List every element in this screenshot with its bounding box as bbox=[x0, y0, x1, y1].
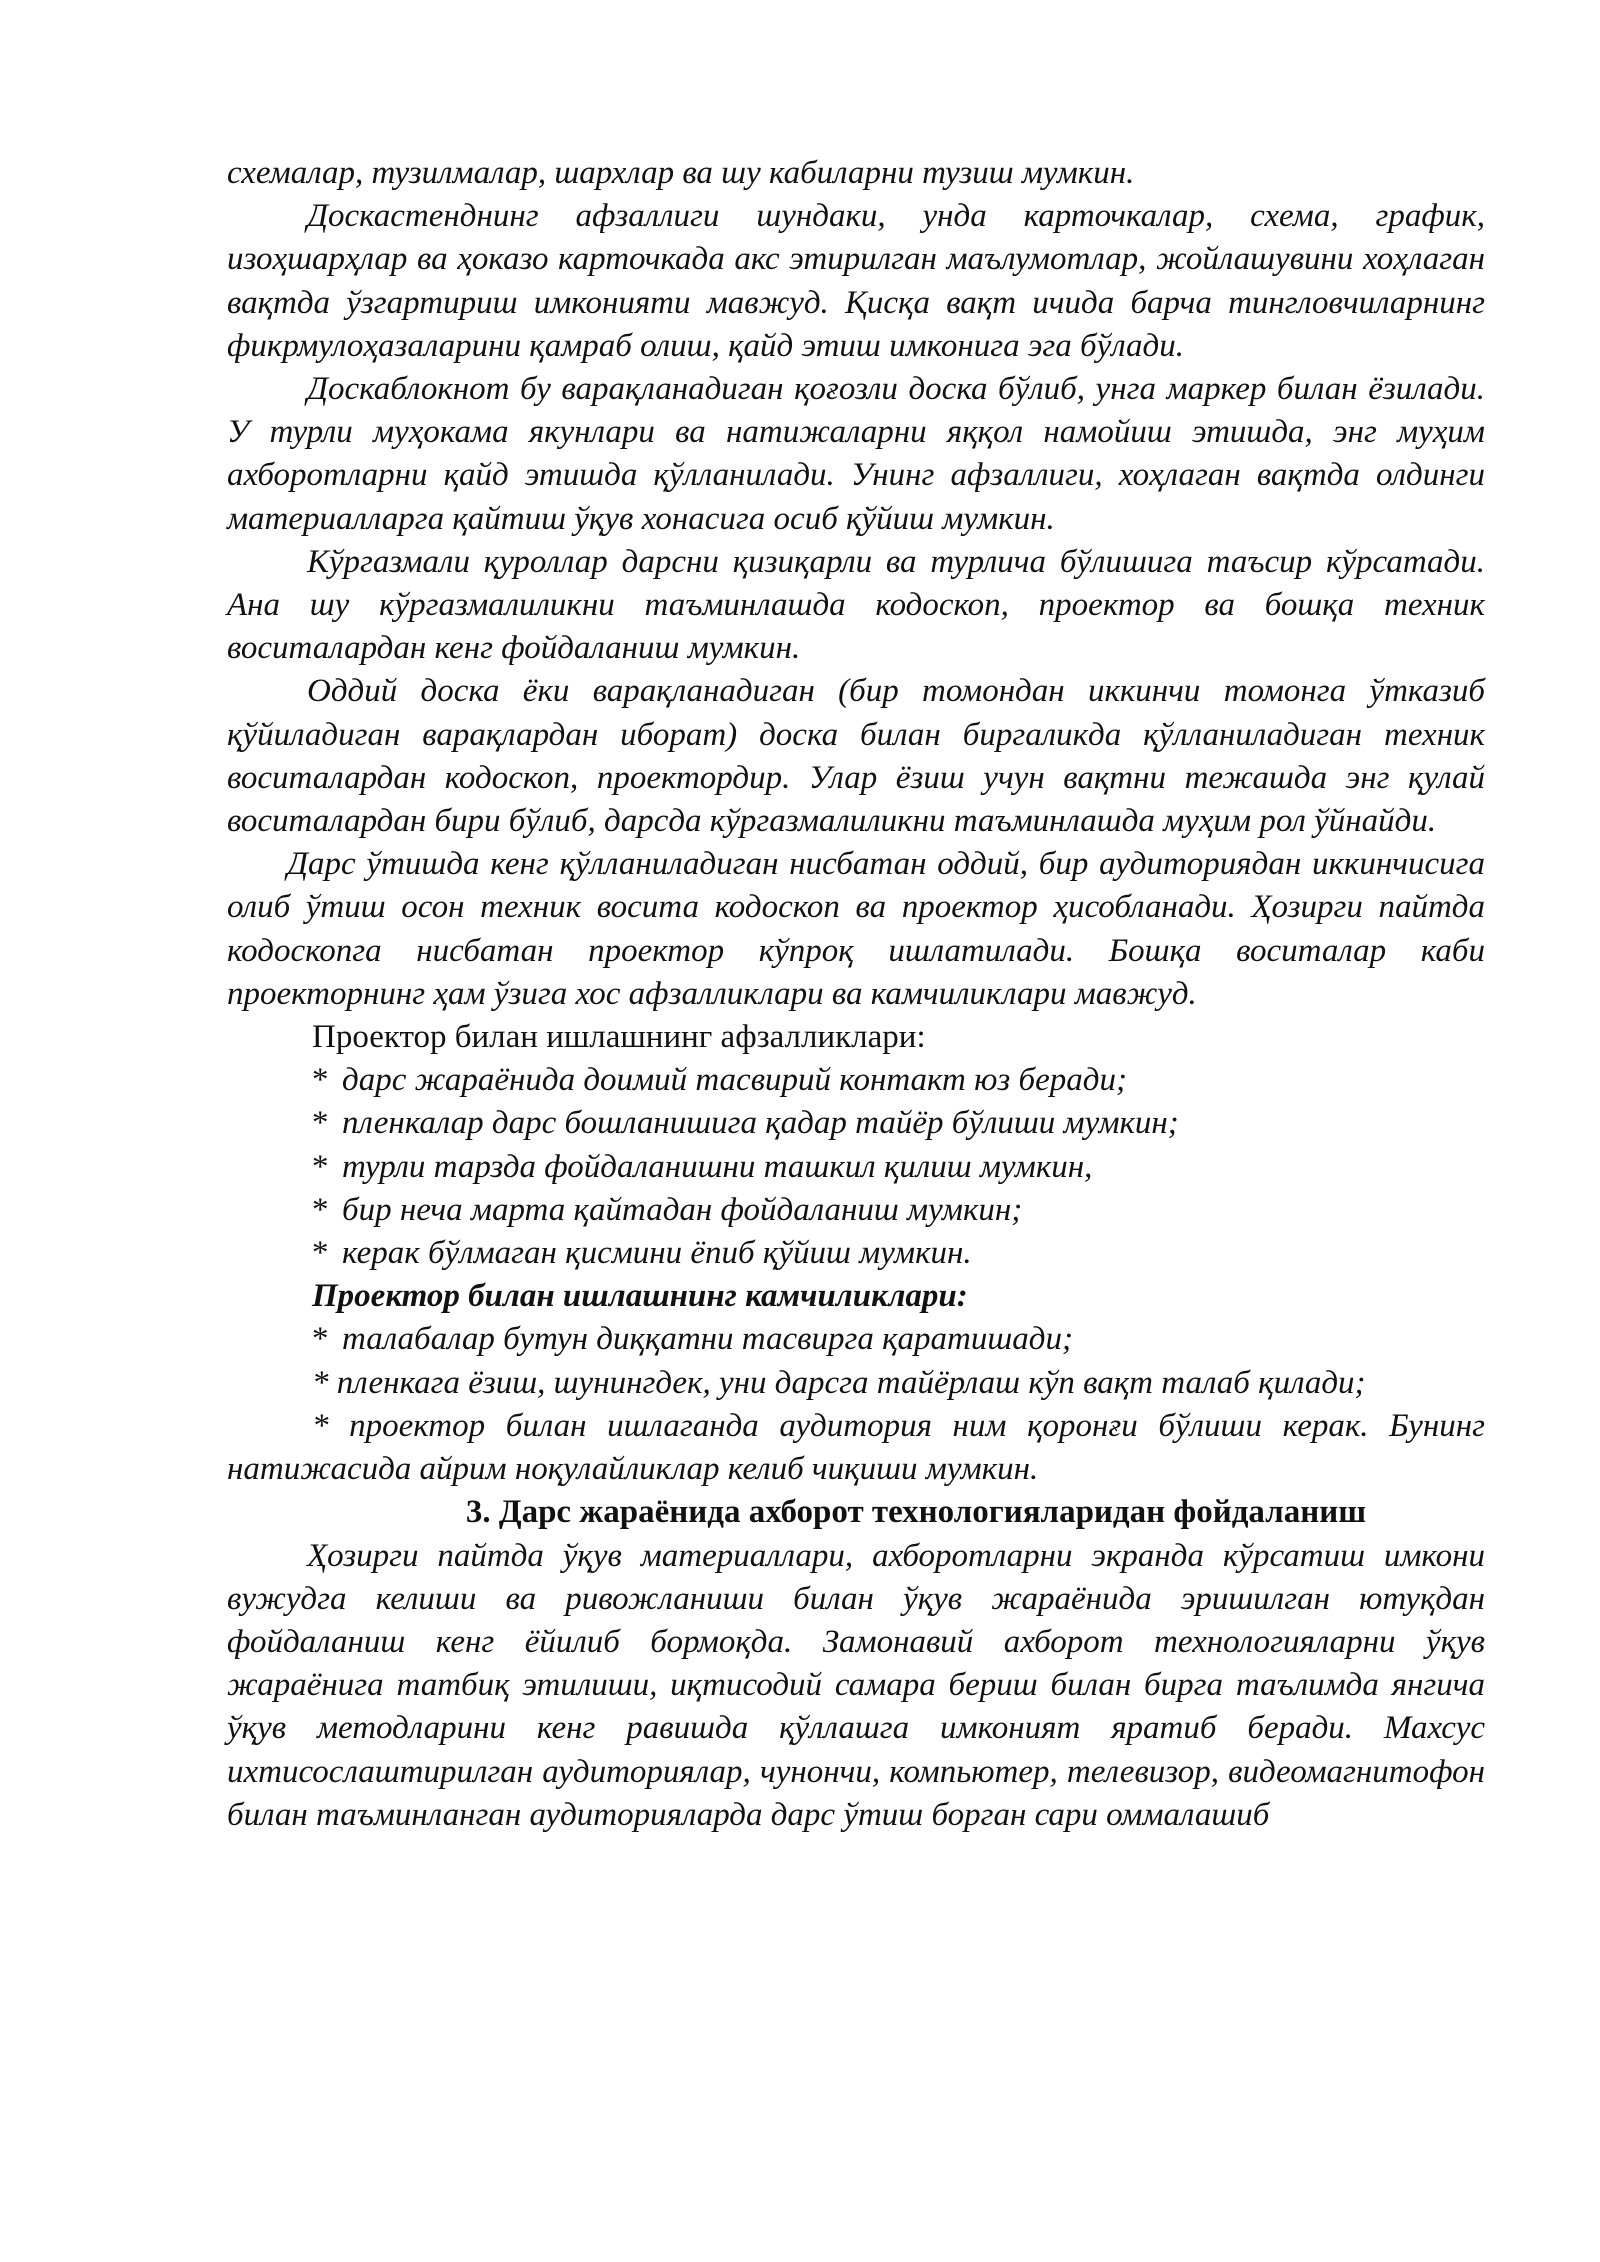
advantages-item bbox=[227, 1146, 1485, 1189]
paragraph-doskastend: Доскастенднинг афзаллиги шундаки, унда карточкалар, схема, график, изоҳшарҳлар ва ҳоказо карточкада акс этирилган маълумотлар, жойлашувини хоҳлаган вақтда ўзгартириш имконияти мавжуд. Қисқа вақт ичида барча тингловчиларнинг фикрмулоҳазаларини қамраб олиш, қайд этиш имконига эга бўлади. bbox=[227, 198, 1485, 364]
advantage-text: пленкалар дарс бошланишига қадар тайёр бўлиши мумкин; bbox=[342, 1105, 1179, 1142]
disadvantage-text: талабалар бутун диққатни тасвирга қаратишади; bbox=[342, 1321, 1073, 1358]
disadvantages-title: Проектор билан ишлашнинг камчиликлари: bbox=[312, 1278, 968, 1315]
paragraph-visual-aids: Кўргазмали қуроллар дарсни қизиқарли ва турлича бўлишига таъсир кўрсатади. Ана шу кўргазмалиликни таъминлашда кодоскоп, проектор ва бошқа техник воситалардан кенг фойдаланиш мумкин. bbox=[227, 543, 1485, 667]
advantage-text: керак бўлмаган қисмини ёпиб қўйиш мумкин. bbox=[342, 1235, 972, 1272]
bullet-marker: * bbox=[312, 1062, 329, 1099]
bullet-marker: * bbox=[312, 1235, 329, 1272]
disadvantages-item bbox=[227, 1405, 1485, 1491]
disadvantages-item bbox=[227, 1362, 1485, 1405]
advantage-text: турли тарзда фойдаланишни ташкил қилиш мумкин, bbox=[342, 1148, 1093, 1185]
bullet-marker: * bbox=[312, 1105, 329, 1142]
paragraph-doskabloknot: Доскаблокнот бу варақланадиган қоғозли доска бўлиб, унга маркер билан ёзилади. У турли муҳокама якунлари ва натижаларни яққол намойиш этишда, энг муҳим ахборотларни қайд этишда қўлланилади. Унинг афзаллиги, хоҳлаган вақтда олдинги материалларга қайтиш ўқув хонасига осиб қўйиш мумкин. bbox=[227, 371, 1485, 537]
bullet-marker: * bbox=[312, 1191, 329, 1228]
disadvantage-text: проектор билан ишлаганда аудитория ним қоронғи бўлиши керак. Бунинг натижасида айрим ноқулайликлар келиб чиқиши мумкин. bbox=[227, 1407, 1486, 1488]
advantage-text: дарс жараёнида доимий тасвирий контакт юз беради; bbox=[342, 1062, 1127, 1099]
advantages-item bbox=[227, 1102, 1485, 1145]
bullet-marker: * bbox=[312, 1148, 329, 1185]
bullet-marker: * bbox=[312, 1321, 329, 1358]
document-page bbox=[227, 152, 1485, 1837]
advantages-item bbox=[227, 1232, 1485, 1275]
advantages-item bbox=[227, 1189, 1485, 1232]
bullet-marker: * bbox=[312, 1364, 329, 1401]
section-heading: 3. Дарс жараёнида ахборот технологияларидан фойдаланиш bbox=[465, 1494, 1367, 1531]
advantages-title: Проектор билан ишлашнинг афзалликлари: bbox=[312, 1019, 926, 1056]
bullet-marker: * bbox=[312, 1407, 329, 1444]
advantage-text: бир неча марта қайтадан фойдаланиш мумкин; bbox=[342, 1191, 1023, 1228]
paragraph-projector: Дарс ўтишда кенг қўлланиладиган нисбатан оддий, бир аудиториядан иккинчисига олиб ўтиш осон техник восита кодоскоп ва проектор ҳисобланади. Ҳозирги пайтда кодоскопга нисбатан проектор кўпроқ ишлатилади. Бошқа воситалар каби проекторнинг ҳам ўзига хос афзалликлари ва камчиликлари мавжуд. bbox=[227, 846, 1485, 1012]
disadvantage-text: пленкага ёзиш, шунингдек, уни дарсга тайёрлаш кўп вақт талаб қилади; bbox=[336, 1364, 1366, 1401]
paragraph-1: схемалар, тузилмалар, шархлар ва шу кабиларни тузиш мумкин. bbox=[227, 155, 1135, 191]
paragraph-info-tech: Ҳозирги пайтда ўқув материаллари, ахборотларни экранда кўрсатиш имкони вужудга келиши ва ривожланиши билан ўқув жараёнида эришилган ютуқдан фойдаланиш кенг ёйилиб бормоқда. Замонавий ахборот технологияларни ўқув жараёнига татбиқ этилиши, иқтисодий самара бериш билан бирга таълимда янгича ўқув методларини кенг равишда қўллашга имконият яратиб беради. Махсус ихтисослаштирилган аудиториялар, чунончи, компьютер, телевизор, видеомагнитофон билан таъминланган аудиторияларда дарс ўтиш борган сари оммалашиб bbox=[227, 1537, 1485, 1833]
paragraph-simple-board: Оддий доска ёки варақланадиган (бир томондан иккинчи томонга ўтказиб қўйиладиган варақлардан иборат) доска билан биргаликда қўлланиладиган техник воситалардан кодоскоп, проектордир. Улар ёзиш учун вақтни тежашда энг қулай воситалардан бири бўлиб, дарсда кўргазмалиликни таъминлашда муҳим рол ўйнайди. bbox=[227, 673, 1485, 840]
advantages-item bbox=[227, 1059, 1485, 1102]
disadvantages-item bbox=[227, 1318, 1485, 1361]
